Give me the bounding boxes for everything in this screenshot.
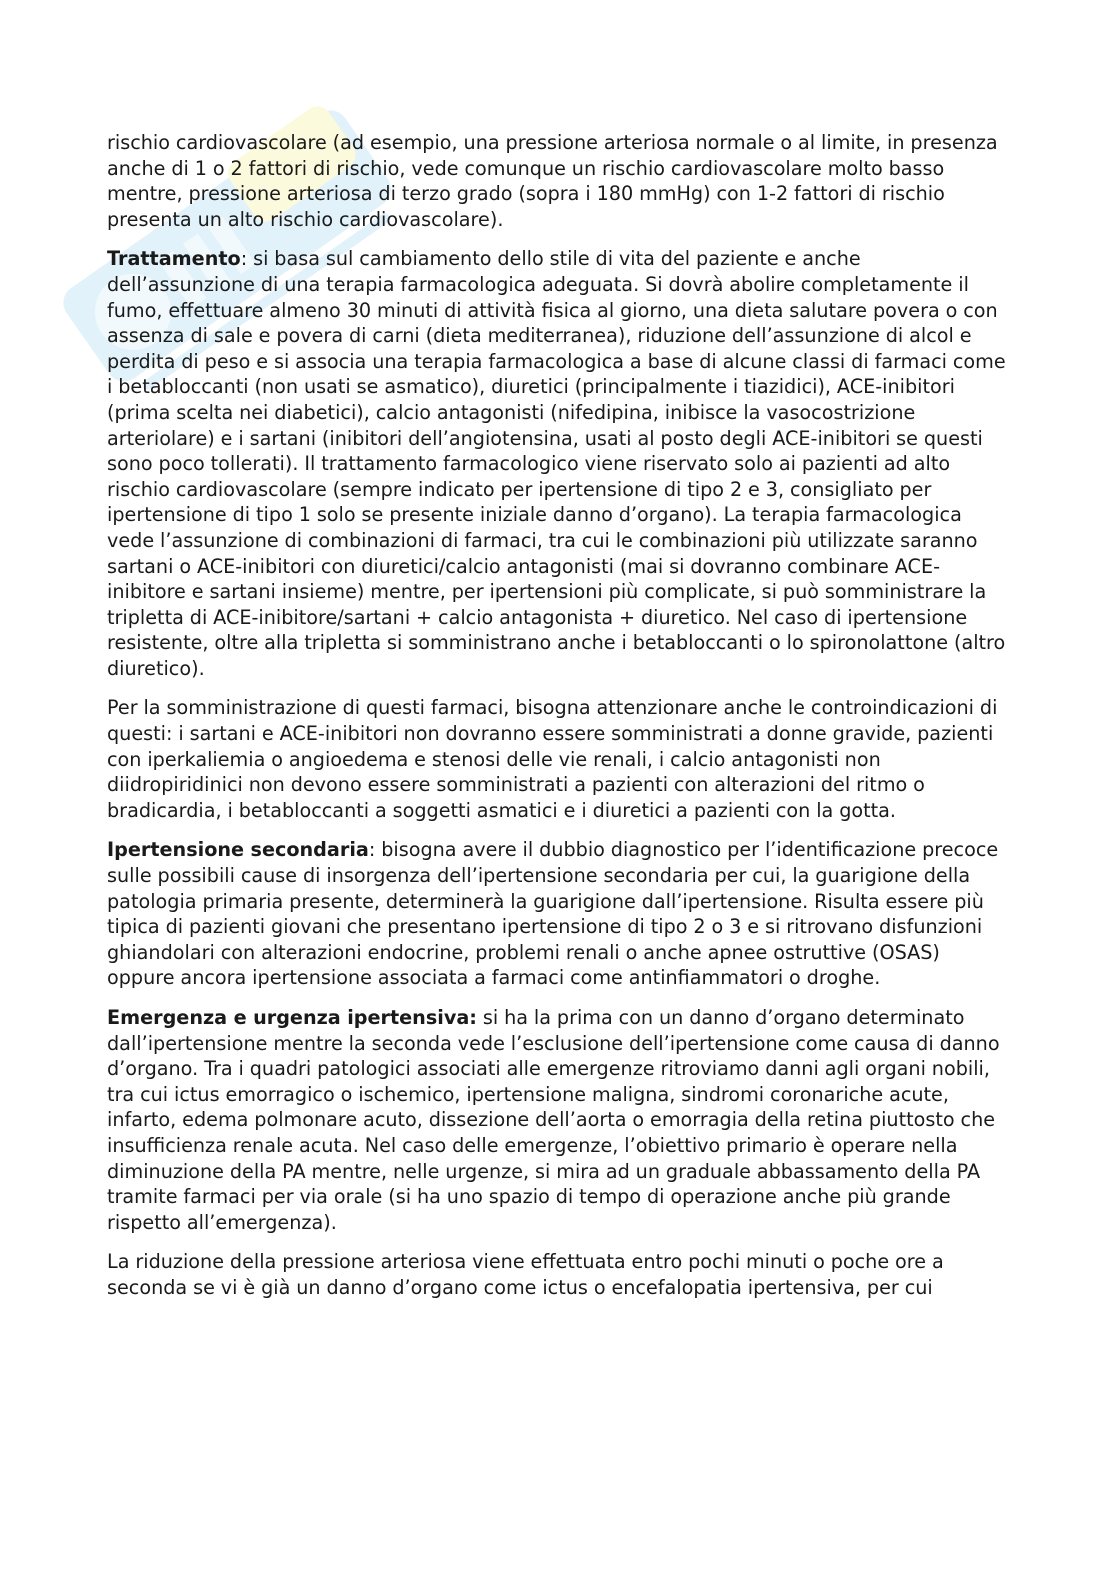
paragraph-text: Per la somministrazione di questi farmaci, bisogna attenzionare anche le controindicazioni di questi: i sartani e ACE-inibitori non dovranno essere somministrati a donne gravide, pazienti con iperkaliemia o angioedema e stenosi delle vie renali, i calcio antagonisti non diidropiridinici non devono essere somministrati a pazienti con alterazioni del ritmo o bradicardia, i betabloccanti a soggetti asmatici e i diuretici a pazienti con la gotta. xyxy=(107,696,998,822)
paragraph-trattamento xyxy=(107,246,1009,681)
paragraph-text: si ha la prima con un danno d’organo determinato dall’ipertensione mentre la seconda vede l’esclusione dell’ipertensione come causa di danno d’organo. Tra i quadri patologici associati alle emergenze ritroviamo danni agli organi nobili, tra cui ictus emorragico o ischemico, ipertensione maligna, sindromi coronariche acute, infarto, edema polmonare acuto, dissezione dell’aorta o emorragia della retina piuttosto che insufficienza renale acuta. Nel caso delle emergenze, l’obiettivo primario è operare nella diminuzione della PA mentre, nelle urgenze, si mira ad un graduale abbassamento della PA tramite farmaci per via orale (si ha uno spazio di tempo di operazione anche più grande rispetto all’emergenza). xyxy=(107,1006,1000,1234)
paragraph-heading: Emergenza e urgenza ipertensiva: xyxy=(107,1006,477,1029)
paragraph-emergenza-urgenza xyxy=(107,1005,1009,1235)
paragraph-ipertensione-secondaria xyxy=(107,837,1009,991)
paragraph-heading: Trattamento xyxy=(107,247,241,271)
paragraph-text: : bisogna avere il dubbio diagnostico per l’identificazione precoce sulle possibili cause di insorgenza dell’ipertensione secondaria per cui, la guarigione della patologia primaria presente, determinerà la guarigione dall’ipertensione. Risulta essere più tipica di pazienti giovani che presentano ipertensione di tipo 2 o 3 e si ritrovano disfunzioni ghiandolari con alterazioni endocrine, problemi renali o anche apnee ostruttive (OSAS) oppure ancora ipertensione associata a farmaci come antinfiammatori o droghe. xyxy=(107,838,999,990)
paragraph-controindicazioni xyxy=(107,695,1009,823)
paragraph-riduzione-pressione xyxy=(107,1249,1009,1300)
paragraph-text: : si basa sul cambiamento dello stile di vita del paziente e anche dell’assunzione di una terapia farmacologica adeguata. Si dovrà abolire completamente il fumo, effettuare almeno 30 minuti di attività fisica al giorno, una dieta salutare povera o con assenza di sale e povera di carni (dieta mediterranea), riduzione dell’assunzione di alcol e perdita di peso e si associa una terapia farmacologica a base di alcune classi di farmaci come i betabloccanti (non usati se asmatico), diuretici (principalmente i tiazidici), ACE-inibitori (prima scelta nei diabetici), calcio antagonisti (nifedipina, inibisce la vasocostrizione arteriolare) e i sartani (inibitori dell’angiotensina, usati al posto degli ACE-inibitori se questi sono poco tollerati). Il trattamento farmacologico viene riservato solo ai pazienti ad alto rischio cardiovascolare (sempre indicato per ipertensione di tipo 2 e 3, consigliato per ipertensione di tipo 1 solo se presente iniziale danno d’organo). La terapia farmacologica vede l’assunzione di combinazioni di farmaci, tra cui le combinazioni più utilizzate saranno sartani o ACE-inibitori con diuretici/calcio antagonisti (mai si dovranno combinare ACE-inibitore e sartani insieme) mentre, per ipertensioni più complicate, si può somministrare la tripletta di ACE-inibitore/sartani + calcio antagonista + diuretico. Nel caso di ipertensione resistente, oltre alla tripletta si somministrano anche i betabloccanti o lo spironolattone (altro diuretico). xyxy=(107,247,1006,680)
paragraph-text: rischio cardiovascolare (ad esempio, una pressione arteriosa normale o al limite, in presenza anche di 1 o 2 fattori di rischio, vede comunque un rischio cardiovascolare molto basso mentre, pressione arteriosa di terzo grado (sopra i 180 mmHg) con 1-2 fattori di rischio presenta un alto rischio cardiovascolare). xyxy=(107,131,998,231)
paragraph-text: La riduzione della pressione arteriosa viene effettuata entro pochi minuti o poche ore a seconda se vi è già un danno d’organo come ictus o encefalopatia ipertensiva, per cui xyxy=(107,1250,944,1299)
document-page xyxy=(107,130,1009,1315)
paragraph-risk-continuation xyxy=(107,130,1009,232)
paragraph-heading: Ipertensione secondaria xyxy=(107,838,369,862)
